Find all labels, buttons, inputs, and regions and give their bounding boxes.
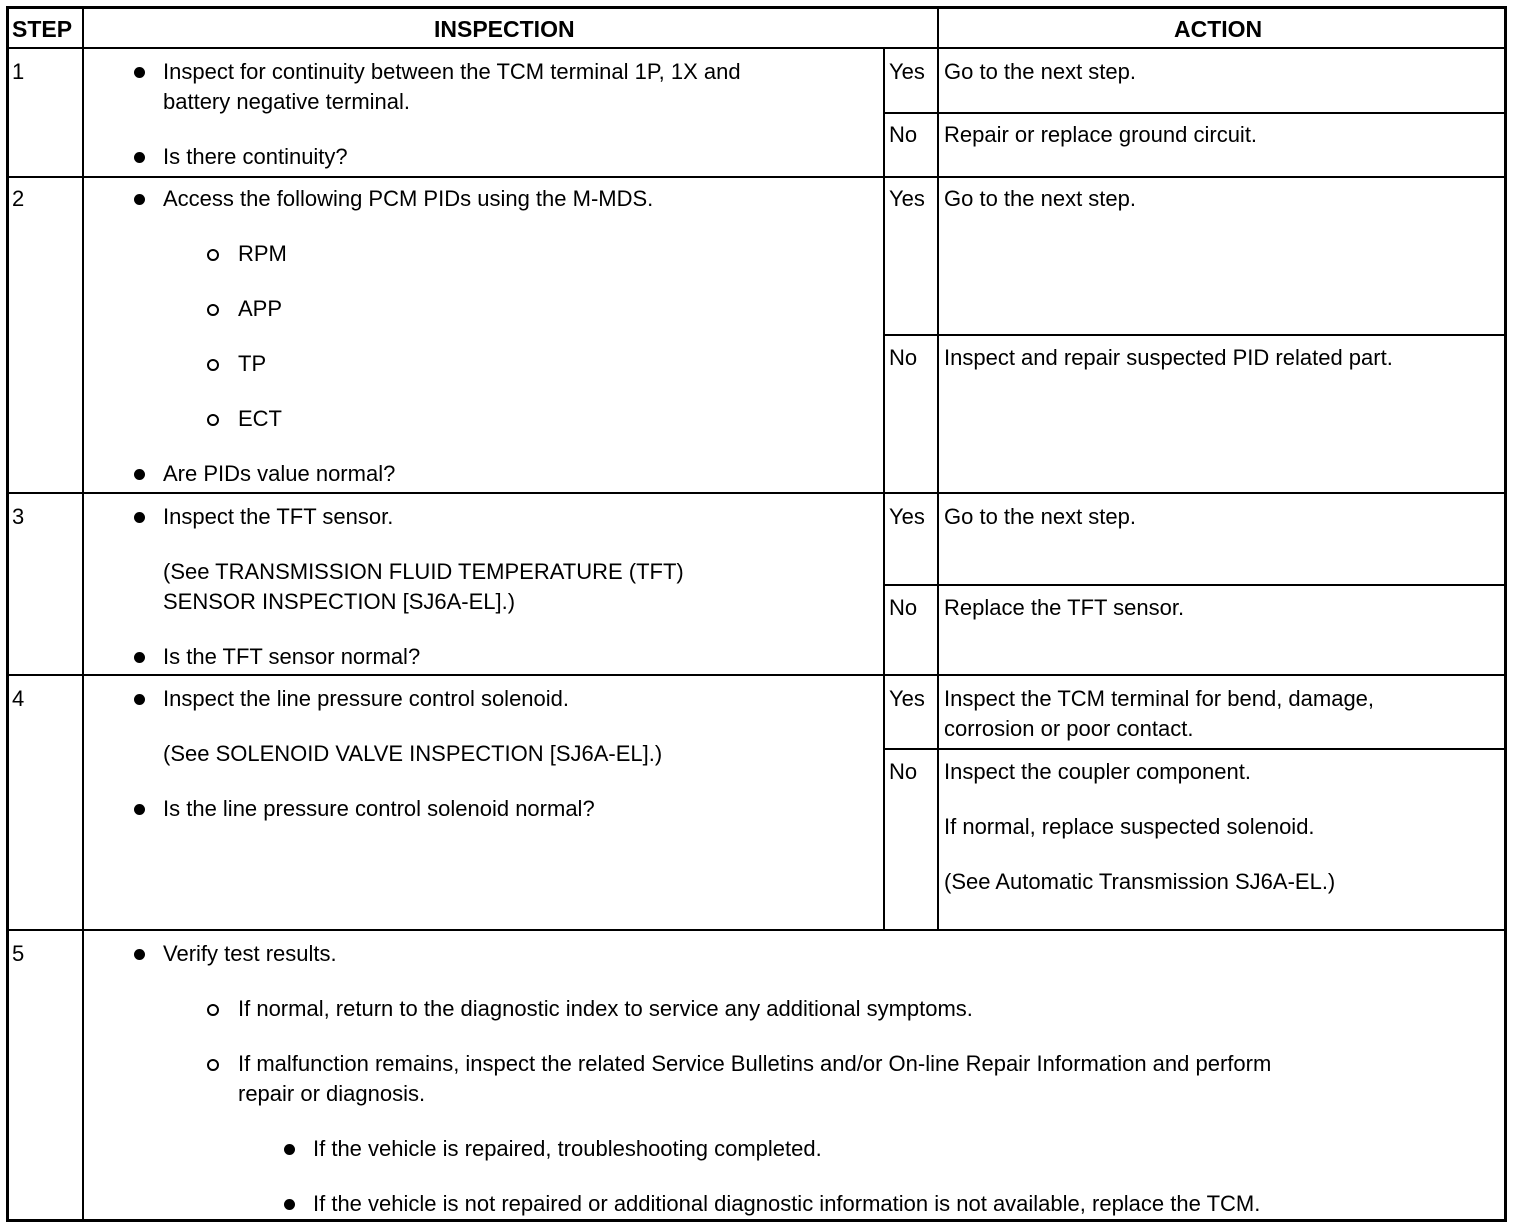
header-action: ACTION xyxy=(1174,16,1263,42)
no-label: No xyxy=(889,595,918,620)
inspection-text: (See TRANSMISSION FLUID TEMPERATURE (TFT) xyxy=(163,559,684,584)
header-inspection: INSPECTION xyxy=(434,16,575,42)
inspection-text: Are PIDs value normal? xyxy=(163,461,396,486)
inspection-text: Inspect the line pressure control solenoid. xyxy=(163,686,570,711)
sub-bullet-icon xyxy=(207,304,219,316)
no-action-text: Repair or replace ground circuit. xyxy=(944,122,1258,147)
yes-label: Yes xyxy=(889,686,925,711)
bullet-icon xyxy=(134,152,145,163)
no-action-text: If normal, replace suspected solenoid. xyxy=(944,814,1315,839)
bullet-icon xyxy=(134,194,145,205)
no-label: No xyxy=(889,759,918,784)
inspection-text: (See SOLENOID VALVE INSPECTION [SJ6A-EL].) xyxy=(163,741,663,766)
bullet-icon xyxy=(134,694,145,705)
sub-bullet-icon xyxy=(207,249,219,261)
bullet-icon xyxy=(134,652,145,663)
inspection-text: ECT xyxy=(238,406,282,431)
inspection-text: Is there continuity? xyxy=(163,144,348,169)
bullet-icon xyxy=(284,1199,295,1210)
inspection-text: repair or diagnosis. xyxy=(238,1081,426,1106)
sub-bullet-icon xyxy=(207,1059,219,1071)
yes-label: Yes xyxy=(889,186,925,211)
yes-action-text: Go to the next step. xyxy=(944,186,1137,211)
sub-bullet-icon xyxy=(207,1004,219,1016)
row1-yes-no-divider xyxy=(883,112,1507,114)
inspection-text: RPM xyxy=(238,241,287,266)
row2-yes-no-divider xyxy=(883,334,1507,336)
bullet-icon xyxy=(134,949,145,960)
table-border-left xyxy=(6,6,9,1222)
inspection-text: APP xyxy=(238,296,283,321)
yes-action-text: corrosion or poor contact. xyxy=(944,716,1194,741)
inspection-text: Is the line pressure control solenoid normal? xyxy=(163,796,595,821)
inspection-text: If the vehicle is not repaired or additional diagnostic information is not available, replace the TCM. xyxy=(313,1191,1261,1216)
no-action-text: Replace the TFT sensor. xyxy=(944,595,1185,620)
yes-action-text: Go to the next step. xyxy=(944,504,1137,529)
inspection-text: battery negative terminal. xyxy=(163,89,411,114)
inspection-text: Verify test results. xyxy=(163,941,337,966)
row4-yes-no-divider xyxy=(883,748,1507,750)
bullet-icon xyxy=(134,469,145,480)
no-action-text: Inspect the coupler component. xyxy=(944,759,1251,784)
inspection-text: If normal, return to the diagnostic index to service any additional symptoms. xyxy=(238,996,973,1021)
inspection-text: If malfunction remains, inspect the related Service Bulletins and/or On-line Repair Information and perform xyxy=(238,1051,1272,1076)
bullet-icon xyxy=(134,67,145,78)
step-number: 4 xyxy=(12,686,25,711)
no-label: No xyxy=(889,345,918,370)
inspection-text: Is the TFT sensor normal? xyxy=(163,644,421,669)
table-border-right xyxy=(1504,6,1507,1222)
header-step: STEP xyxy=(12,16,73,42)
yes-action-text: Inspect the TCM terminal for bend, damage, xyxy=(944,686,1375,711)
inspection-text: SENSOR INSPECTION [SJ6A-EL].) xyxy=(163,589,516,614)
inspection-text: Inspect the TFT sensor. xyxy=(163,504,394,529)
step-number: 2 xyxy=(12,186,25,211)
table-border-top xyxy=(6,6,1507,9)
bullet-icon xyxy=(284,1144,295,1155)
row3-yes-no-divider xyxy=(883,584,1507,586)
sub-bullet-icon xyxy=(207,414,219,426)
header-divider xyxy=(6,47,1507,49)
inspection-text: Access the following PCM PIDs using the M-MDS. xyxy=(163,186,654,211)
yes-label: Yes xyxy=(889,504,925,529)
table-border-bottom xyxy=(6,1219,1507,1222)
inspection-text: If the vehicle is repaired, troubleshooting completed. xyxy=(313,1136,822,1161)
row-divider-3 xyxy=(6,674,1507,676)
sub-bullet-icon xyxy=(207,359,219,371)
inspection-text: Inspect for continuity between the TCM terminal 1P, 1X and xyxy=(163,59,741,84)
yes-action-text: Go to the next step. xyxy=(944,59,1137,84)
bullet-icon xyxy=(134,512,145,523)
no-label: No xyxy=(889,122,918,147)
row-divider-2 xyxy=(6,492,1507,494)
step-number: 1 xyxy=(12,59,25,84)
bullet-icon xyxy=(134,804,145,815)
row-divider-4 xyxy=(6,929,1507,931)
no-action-text: (See Automatic Transmission SJ6A-EL.) xyxy=(944,869,1336,894)
step-number: 3 xyxy=(12,504,25,529)
answer-column-divider xyxy=(883,47,885,931)
inspection-text: TP xyxy=(238,351,267,376)
no-action-text: Inspect and repair suspected PID related part. xyxy=(944,345,1393,370)
step-number: 5 xyxy=(12,941,25,966)
yes-label: Yes xyxy=(889,59,925,84)
action-column-divider xyxy=(937,6,939,931)
step-column-divider xyxy=(82,6,84,1222)
row-divider-1 xyxy=(6,176,1507,178)
